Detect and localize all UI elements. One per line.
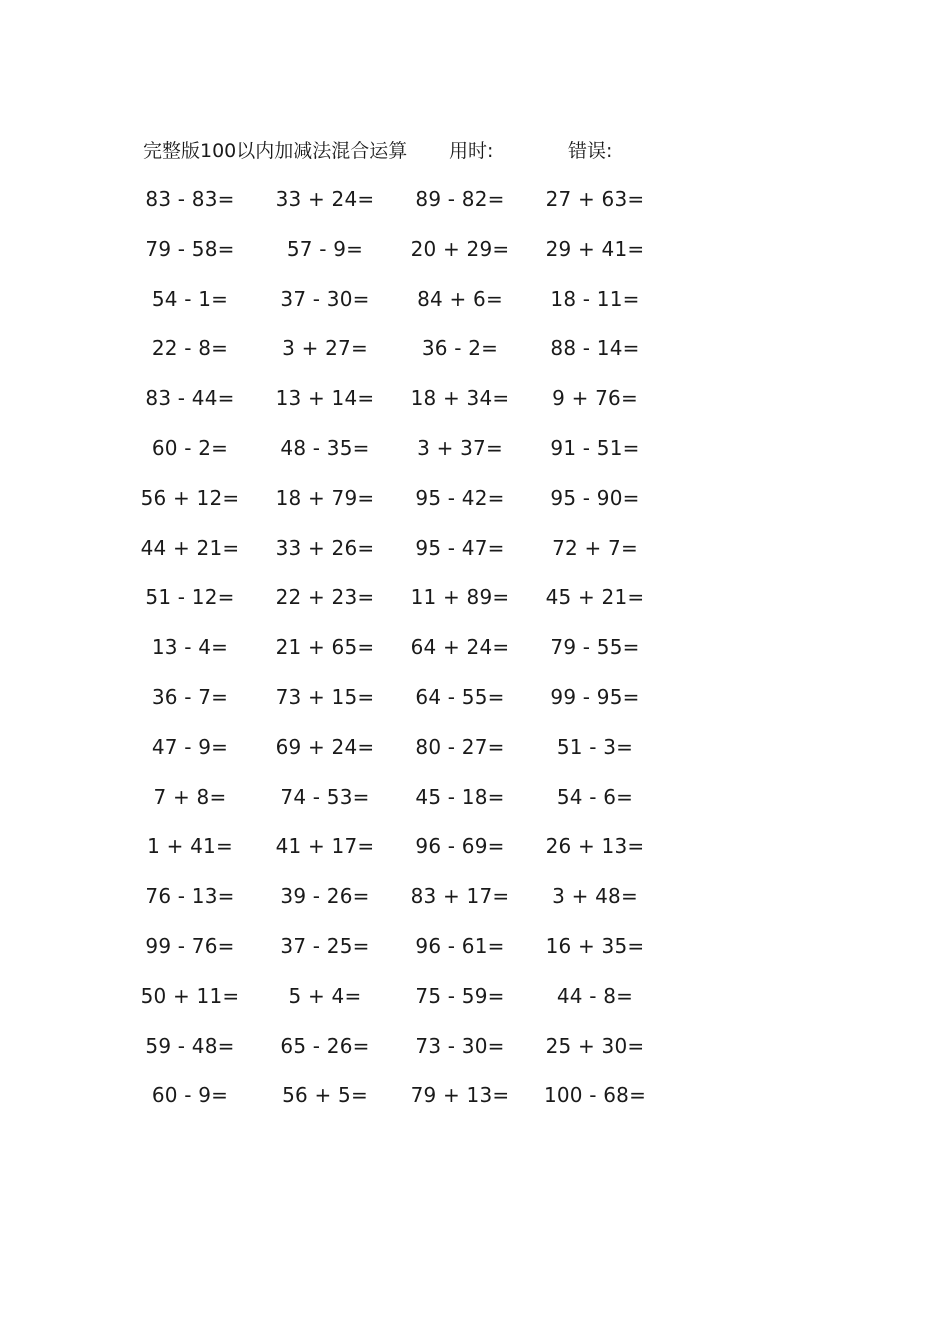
math-problem: 88 - 14= [550, 336, 640, 361]
math-problem: 11 + 89= [410, 585, 510, 610]
worksheet-title: 完整版100以内加减法混合运算 [143, 140, 408, 162]
math-problem: 100 - 68= [543, 1083, 647, 1108]
problem-row [130, 630, 670, 680]
math-problem: 33 + 24= [275, 187, 375, 211]
math-problem: 5 + 4= [288, 983, 362, 1008]
math-problem: 96 - 69= [415, 834, 505, 859]
math-problem: 57 - 9= [286, 236, 364, 261]
problem-row [130, 680, 670, 730]
math-problem: 37 - 25= [280, 933, 370, 958]
math-problem: 22 - 8= [151, 336, 229, 361]
problem-row [130, 232, 670, 282]
math-problem: 3 + 48= [552, 884, 638, 909]
math-problem: 36 - 2= [421, 336, 499, 361]
math-problem: 47 - 9= [151, 734, 229, 759]
math-problem: 18 + 34= [410, 386, 510, 411]
problem-row [130, 829, 670, 879]
problem-row [130, 431, 670, 481]
problem-row [130, 381, 670, 431]
problem-row [130, 730, 670, 780]
math-problem: 83 + 17= [410, 884, 510, 909]
math-problem: 89 - 82= [415, 187, 505, 211]
math-problem: 51 - 3= [556, 734, 634, 759]
math-problem: 20 + 29= [410, 236, 510, 261]
math-problem: 13 + 14= [275, 386, 375, 411]
problem-row [130, 531, 670, 581]
math-problem: 3 + 37= [417, 435, 503, 460]
problem-row [130, 780, 670, 830]
math-problem: 1 + 41= [147, 834, 233, 859]
math-problem: 45 - 18= [415, 784, 505, 809]
math-problem: 22 + 23= [275, 585, 375, 610]
math-problem: 36 - 7= [151, 684, 229, 709]
math-problem: 84 + 6= [417, 286, 503, 311]
math-problem: 54 - 6= [556, 784, 634, 809]
math-problem: 79 + 13= [410, 1083, 510, 1108]
math-problem: 44 + 21= [140, 535, 240, 560]
math-problem: 65 - 26= [280, 1033, 370, 1058]
math-problem: 64 - 55= [415, 684, 505, 709]
math-problem: 96 - 61= [415, 933, 505, 958]
problem-row [130, 182, 670, 232]
problem-row [130, 282, 670, 332]
math-problem: 69 + 24= [275, 734, 375, 759]
math-problem: 72 + 7= [552, 535, 638, 560]
math-problem: 74 - 53= [280, 784, 370, 809]
problem-row [130, 979, 670, 1029]
math-problem: 27 + 63= [545, 187, 645, 211]
math-problem: 83 - 83= [145, 187, 235, 211]
math-problem: 79 - 58= [145, 236, 235, 261]
math-problem: 50 + 11= [140, 983, 240, 1008]
math-problem: 25 + 30= [545, 1033, 645, 1058]
math-problem: 3 + 27= [282, 336, 368, 361]
math-problem: 83 - 44= [145, 386, 235, 411]
math-problem: 56 + 5= [282, 1083, 368, 1108]
problem-row [130, 879, 670, 929]
problem-row [130, 331, 670, 381]
math-problem: 7 + 8= [153, 784, 227, 809]
problem-row [130, 580, 670, 630]
math-problem: 91 - 51= [550, 435, 640, 460]
math-problem: 39 - 26= [280, 884, 370, 909]
math-problem: 26 + 13= [545, 834, 645, 859]
math-problem: 60 - 9= [151, 1083, 229, 1108]
problem-row [130, 1029, 670, 1079]
problem-grid [130, 182, 670, 1128]
math-problem: 99 - 76= [145, 933, 235, 958]
math-problem: 95 - 42= [415, 485, 505, 510]
error-label: 错误: [568, 140, 613, 162]
math-problem: 54 - 1= [151, 286, 229, 311]
math-problem: 76 - 13= [145, 884, 235, 909]
math-problem: 44 - 8= [556, 983, 634, 1008]
math-problem: 80 - 27= [415, 734, 505, 759]
worksheet-header [143, 136, 703, 166]
math-problem: 16 + 35= [545, 933, 645, 958]
math-problem: 18 + 79= [275, 485, 375, 510]
math-problem: 33 + 26= [275, 535, 375, 560]
math-problem: 13 - 4= [151, 635, 229, 660]
math-problem: 9 + 76= [552, 386, 638, 411]
math-problem: 64 + 24= [410, 635, 510, 660]
math-problem: 95 - 90= [550, 485, 640, 510]
time-label: 用时: [449, 140, 494, 162]
math-problem: 51 - 12= [145, 585, 235, 610]
problem-row [130, 481, 670, 531]
math-problem: 48 - 35= [280, 435, 370, 460]
math-problem: 95 - 47= [415, 535, 505, 560]
math-problem: 75 - 59= [415, 983, 505, 1008]
math-problem: 56 + 12= [140, 485, 240, 510]
math-problem: 73 - 30= [415, 1033, 505, 1058]
math-problem: 59 - 48= [145, 1033, 235, 1058]
math-problem: 21 + 65= [275, 635, 375, 660]
math-problem: 60 - 2= [151, 435, 229, 460]
math-problem: 73 + 15= [275, 684, 375, 709]
problem-row [130, 929, 670, 979]
math-problem: 41 + 17= [275, 834, 375, 859]
math-problem: 29 + 41= [545, 236, 645, 261]
problem-row [130, 1078, 670, 1128]
math-problem: 37 - 30= [280, 286, 370, 311]
math-problem: 18 - 11= [550, 286, 640, 311]
math-problem: 99 - 95= [550, 684, 640, 709]
math-problem: 79 - 55= [550, 635, 640, 660]
math-problem: 45 + 21= [545, 585, 645, 610]
